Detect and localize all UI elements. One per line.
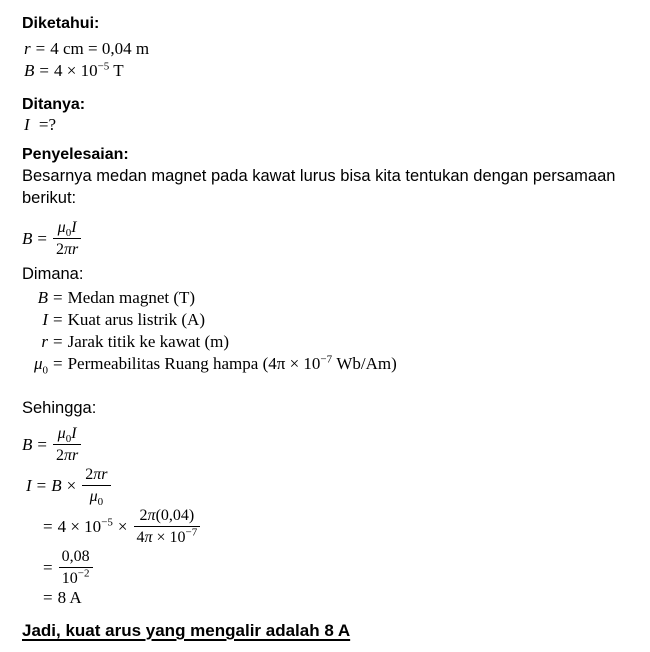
- diketahui-heading: Diketahui:: [22, 15, 100, 32]
- sehingga-label: Sehingga:: [22, 399, 97, 417]
- fraction: [134, 506, 201, 547]
- equals-sign: =: [39, 61, 49, 80]
- equation-b-restated: [22, 424, 630, 465]
- result-value: 8 A: [57, 588, 82, 607]
- exponent: −5: [101, 515, 113, 528]
- equation-substitution: [38, 506, 630, 547]
- fraction: [82, 465, 110, 509]
- subscript: 0: [97, 496, 104, 509]
- fraction-numerator: $\mu_0I$: [53, 424, 81, 445]
- var-r: r: [41, 332, 48, 351]
- equals-sign: =: [53, 332, 63, 351]
- definition-row-mu0: [22, 353, 630, 375]
- solution-intro-paragraph: Besarnya medan magnet pada kawat lurus bisa kita tentukan dengan persamaan berikut:: [22, 167, 616, 207]
- var-i: I: [42, 310, 48, 329]
- given-b-line: [24, 60, 630, 82]
- fraction: [53, 424, 81, 465]
- definition-text: Medan magnet (T): [67, 288, 196, 307]
- var-b: B: [37, 288, 48, 307]
- definition-text: Permeabilitas Ruang hampa ($4\pi \times 10^{-7}$ Wb/Am): [67, 353, 397, 373]
- given-b-value: $4 \times 10^{-5}$ T: [53, 60, 124, 80]
- equals-sign: =: [53, 288, 63, 307]
- fraction-numerator: 0,08: [59, 547, 93, 568]
- fraction-numerator: $\mu_0I$: [53, 218, 81, 239]
- definition-row-i: [22, 309, 630, 331]
- subscript: 0: [65, 227, 72, 240]
- fraction-denominator: $10^{-2}$: [61, 567, 90, 587]
- equation-result: [38, 588, 630, 608]
- ditanya-heading: Ditanya:: [22, 96, 86, 113]
- fraction-denominator: 2πr: [55, 447, 79, 464]
- equals-sign: =: [37, 228, 47, 248]
- var-mu0: $\mu_0$: [33, 354, 48, 377]
- var-b: B: [24, 61, 35, 80]
- fraction: [53, 218, 81, 259]
- equation-simplified: [38, 547, 630, 588]
- var-i: I: [24, 115, 30, 134]
- times-sign: ×: [117, 516, 128, 536]
- definition-text: Kuat arus listrik (A): [67, 310, 205, 329]
- fraction-denominator: 2πr: [55, 241, 79, 258]
- equals-sign: =: [35, 39, 46, 58]
- exponent: −7: [320, 353, 333, 366]
- var-b: B: [51, 475, 62, 495]
- formula-magnetic-field: [22, 218, 630, 259]
- fraction: [59, 547, 93, 588]
- fraction-numerator: 2πr: [82, 465, 110, 486]
- exponent: −2: [77, 567, 90, 580]
- equals-sign: =: [37, 434, 47, 454]
- exponent: −5: [97, 60, 110, 73]
- given-r-line: [24, 38, 630, 60]
- conclusion-statement: Jadi, kuat arus yang mengalir adalah 8 A: [22, 621, 351, 640]
- symbol-definitions: [22, 287, 630, 375]
- coefficient: $4 \times 10^{-5}$: [57, 515, 113, 536]
- fraction-numerator: 2π(0,04): [134, 506, 201, 527]
- var-b: B: [22, 228, 33, 248]
- asked-line: [24, 114, 630, 136]
- fraction-denominator: $\mu_0$: [89, 488, 104, 509]
- definition-row-r: [22, 331, 630, 353]
- dimana-label: Dimana:: [22, 265, 84, 283]
- equals-sign: =: [43, 557, 53, 577]
- var-i: I: [26, 475, 32, 495]
- var-r: r: [24, 39, 31, 58]
- times-sign: ×: [66, 475, 77, 495]
- given-r-value: 4 cm = 0,04 m: [50, 39, 150, 58]
- equals-sign: =: [53, 310, 63, 329]
- subscript: 0: [42, 364, 48, 377]
- definition-row-b: [22, 287, 630, 309]
- fraction-denominator: $4\pi \times 10^{-7}$: [136, 526, 198, 546]
- asked-value: =?: [38, 115, 57, 134]
- subscript: 0: [65, 433, 72, 446]
- penyelesaian-heading: Penyelesaian:: [22, 146, 129, 163]
- equals-sign: =: [43, 588, 53, 607]
- definition-text: Jarak titik ke kawat (m): [67, 332, 230, 351]
- equals-sign: =: [36, 475, 47, 495]
- equation-i-isolated: [26, 465, 630, 509]
- var-b: B: [22, 434, 33, 454]
- equals-sign: =: [53, 354, 63, 373]
- equals-sign: =: [43, 516, 53, 536]
- exponent: −7: [185, 526, 198, 539]
